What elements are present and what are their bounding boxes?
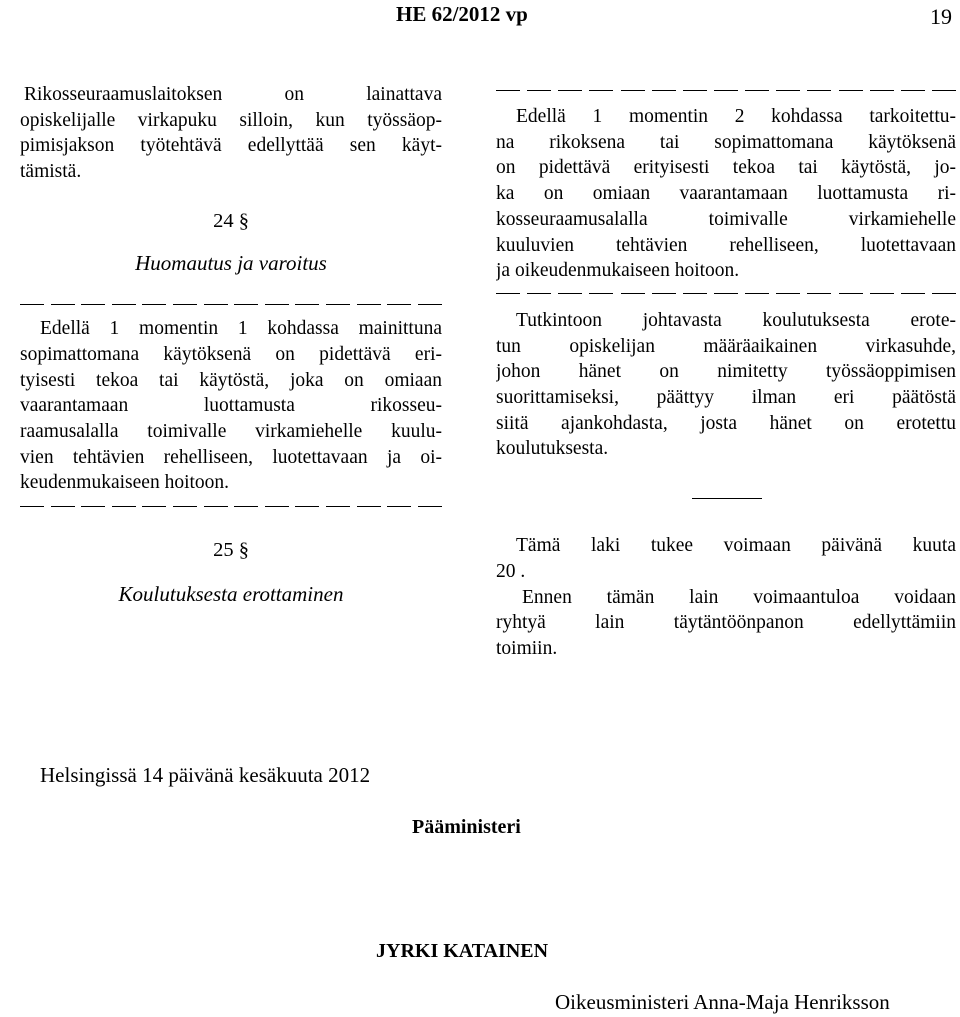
text-line: Tämä laki tukee voimaan päivänä kuuta bbox=[516, 535, 956, 557]
text-line: Edellä 1 momentin 1 kohdassa mainittuna bbox=[40, 318, 442, 340]
text-line: Rikosseuraamuslaitoksen on lainattava bbox=[24, 84, 442, 105]
text-line: suorittamiseksi, päättyy ilman eri päätöstä bbox=[496, 387, 956, 409]
paragraph-virkapuku bbox=[20, 82, 442, 185]
text-line: na rikoksena tai sopimattomana käytöksenä bbox=[496, 131, 956, 153]
section-25-number: 25 § bbox=[213, 539, 249, 562]
text-line: opiskelijalle virkapuku silloin, kun työssäop- bbox=[20, 109, 442, 131]
text-line: keudenmukaiseen hoitoon. bbox=[20, 472, 230, 494]
text-line: vien tehtävien rehelliseen, luotettavaan ja oi- bbox=[20, 446, 442, 468]
omission-dashes bbox=[20, 298, 442, 310]
text-line: ryhtyä lain täytäntöönpanon edellyttämiin bbox=[496, 612, 956, 634]
text-line: kuuluvien tehtävien rehelliseen, luotettavaan bbox=[496, 234, 956, 256]
text-line: johon hänet on nimitetty työssäoppimisen bbox=[496, 361, 956, 383]
text-line: 20 . bbox=[496, 560, 526, 582]
paragraph-voimaantulo bbox=[496, 533, 956, 662]
document-id: HE 62/2012 vp bbox=[396, 2, 528, 26]
text-line: sopimattomana käytöksenä on pidettävä eri- bbox=[20, 343, 442, 365]
text-line: raamusalalla toimivalle virkamiehelle kuulu- bbox=[20, 421, 442, 443]
text-line: Edellä 1 momentin 2 kohdassa tarkoitettu- bbox=[516, 106, 956, 127]
text-line: tyisesti tekoa tai käytöstä, joka on omiaan bbox=[20, 369, 442, 391]
section-25-title: Koulutuksesta erottaminen bbox=[118, 581, 344, 606]
left-column bbox=[20, 82, 442, 608]
text-line: vaarantamaan luottamusta rikosseu- bbox=[20, 395, 442, 417]
paragraph-rikoksena bbox=[496, 104, 956, 284]
text-line: tämistä. bbox=[20, 161, 82, 183]
text-line: kosseuraamusalalla toimivalle virkamiehelle bbox=[496, 208, 956, 230]
text-line: siitä ajankohdasta, josta hänet on erotettu bbox=[496, 412, 956, 434]
section-24-title: Huomautus ja varoitus bbox=[135, 250, 327, 275]
right-column bbox=[496, 82, 956, 662]
paragraph-tutkintoon bbox=[496, 308, 956, 462]
place-date: Helsingissä 14 päivänä kesäkuuta 2012 bbox=[40, 763, 371, 787]
text-line: koulutuksesta. bbox=[496, 438, 609, 460]
omission-dashes bbox=[496, 84, 956, 96]
text-line: ja oikeudenmukaiseen hoitoon. bbox=[496, 260, 740, 282]
minister-signature: Oikeusministeri Anna-Maja Henriksson bbox=[555, 990, 890, 1014]
text-line: Ennen tämän lain voimaantuloa voidaan bbox=[522, 586, 956, 608]
section-24-number: 24 § bbox=[213, 209, 249, 232]
omission-dashes bbox=[496, 288, 956, 300]
text-line: toimiin. bbox=[496, 637, 558, 659]
page-number: 19 bbox=[930, 4, 952, 29]
omission-dashes bbox=[20, 500, 442, 512]
text-line: Tutkintoon johtavasta koulutuksesta erote- bbox=[516, 309, 956, 331]
text-line: ka on omiaan vaarantamaan luottamusta ri- bbox=[496, 183, 956, 205]
prime-minister-name: JYRKI KATAINEN bbox=[376, 940, 549, 962]
text-line: pimisjakson työtehtävä edellyttää sen käyt- bbox=[20, 135, 442, 157]
text-line: on pidettävä erityisesti tekoa tai käytöstä, jo- bbox=[496, 157, 956, 179]
prime-minister-title: Pääministeri bbox=[412, 816, 521, 838]
text-line: tun opiskelijan määräaikainen virkasuhde, bbox=[496, 335, 956, 357]
paragraph-huomautus bbox=[20, 316, 442, 496]
